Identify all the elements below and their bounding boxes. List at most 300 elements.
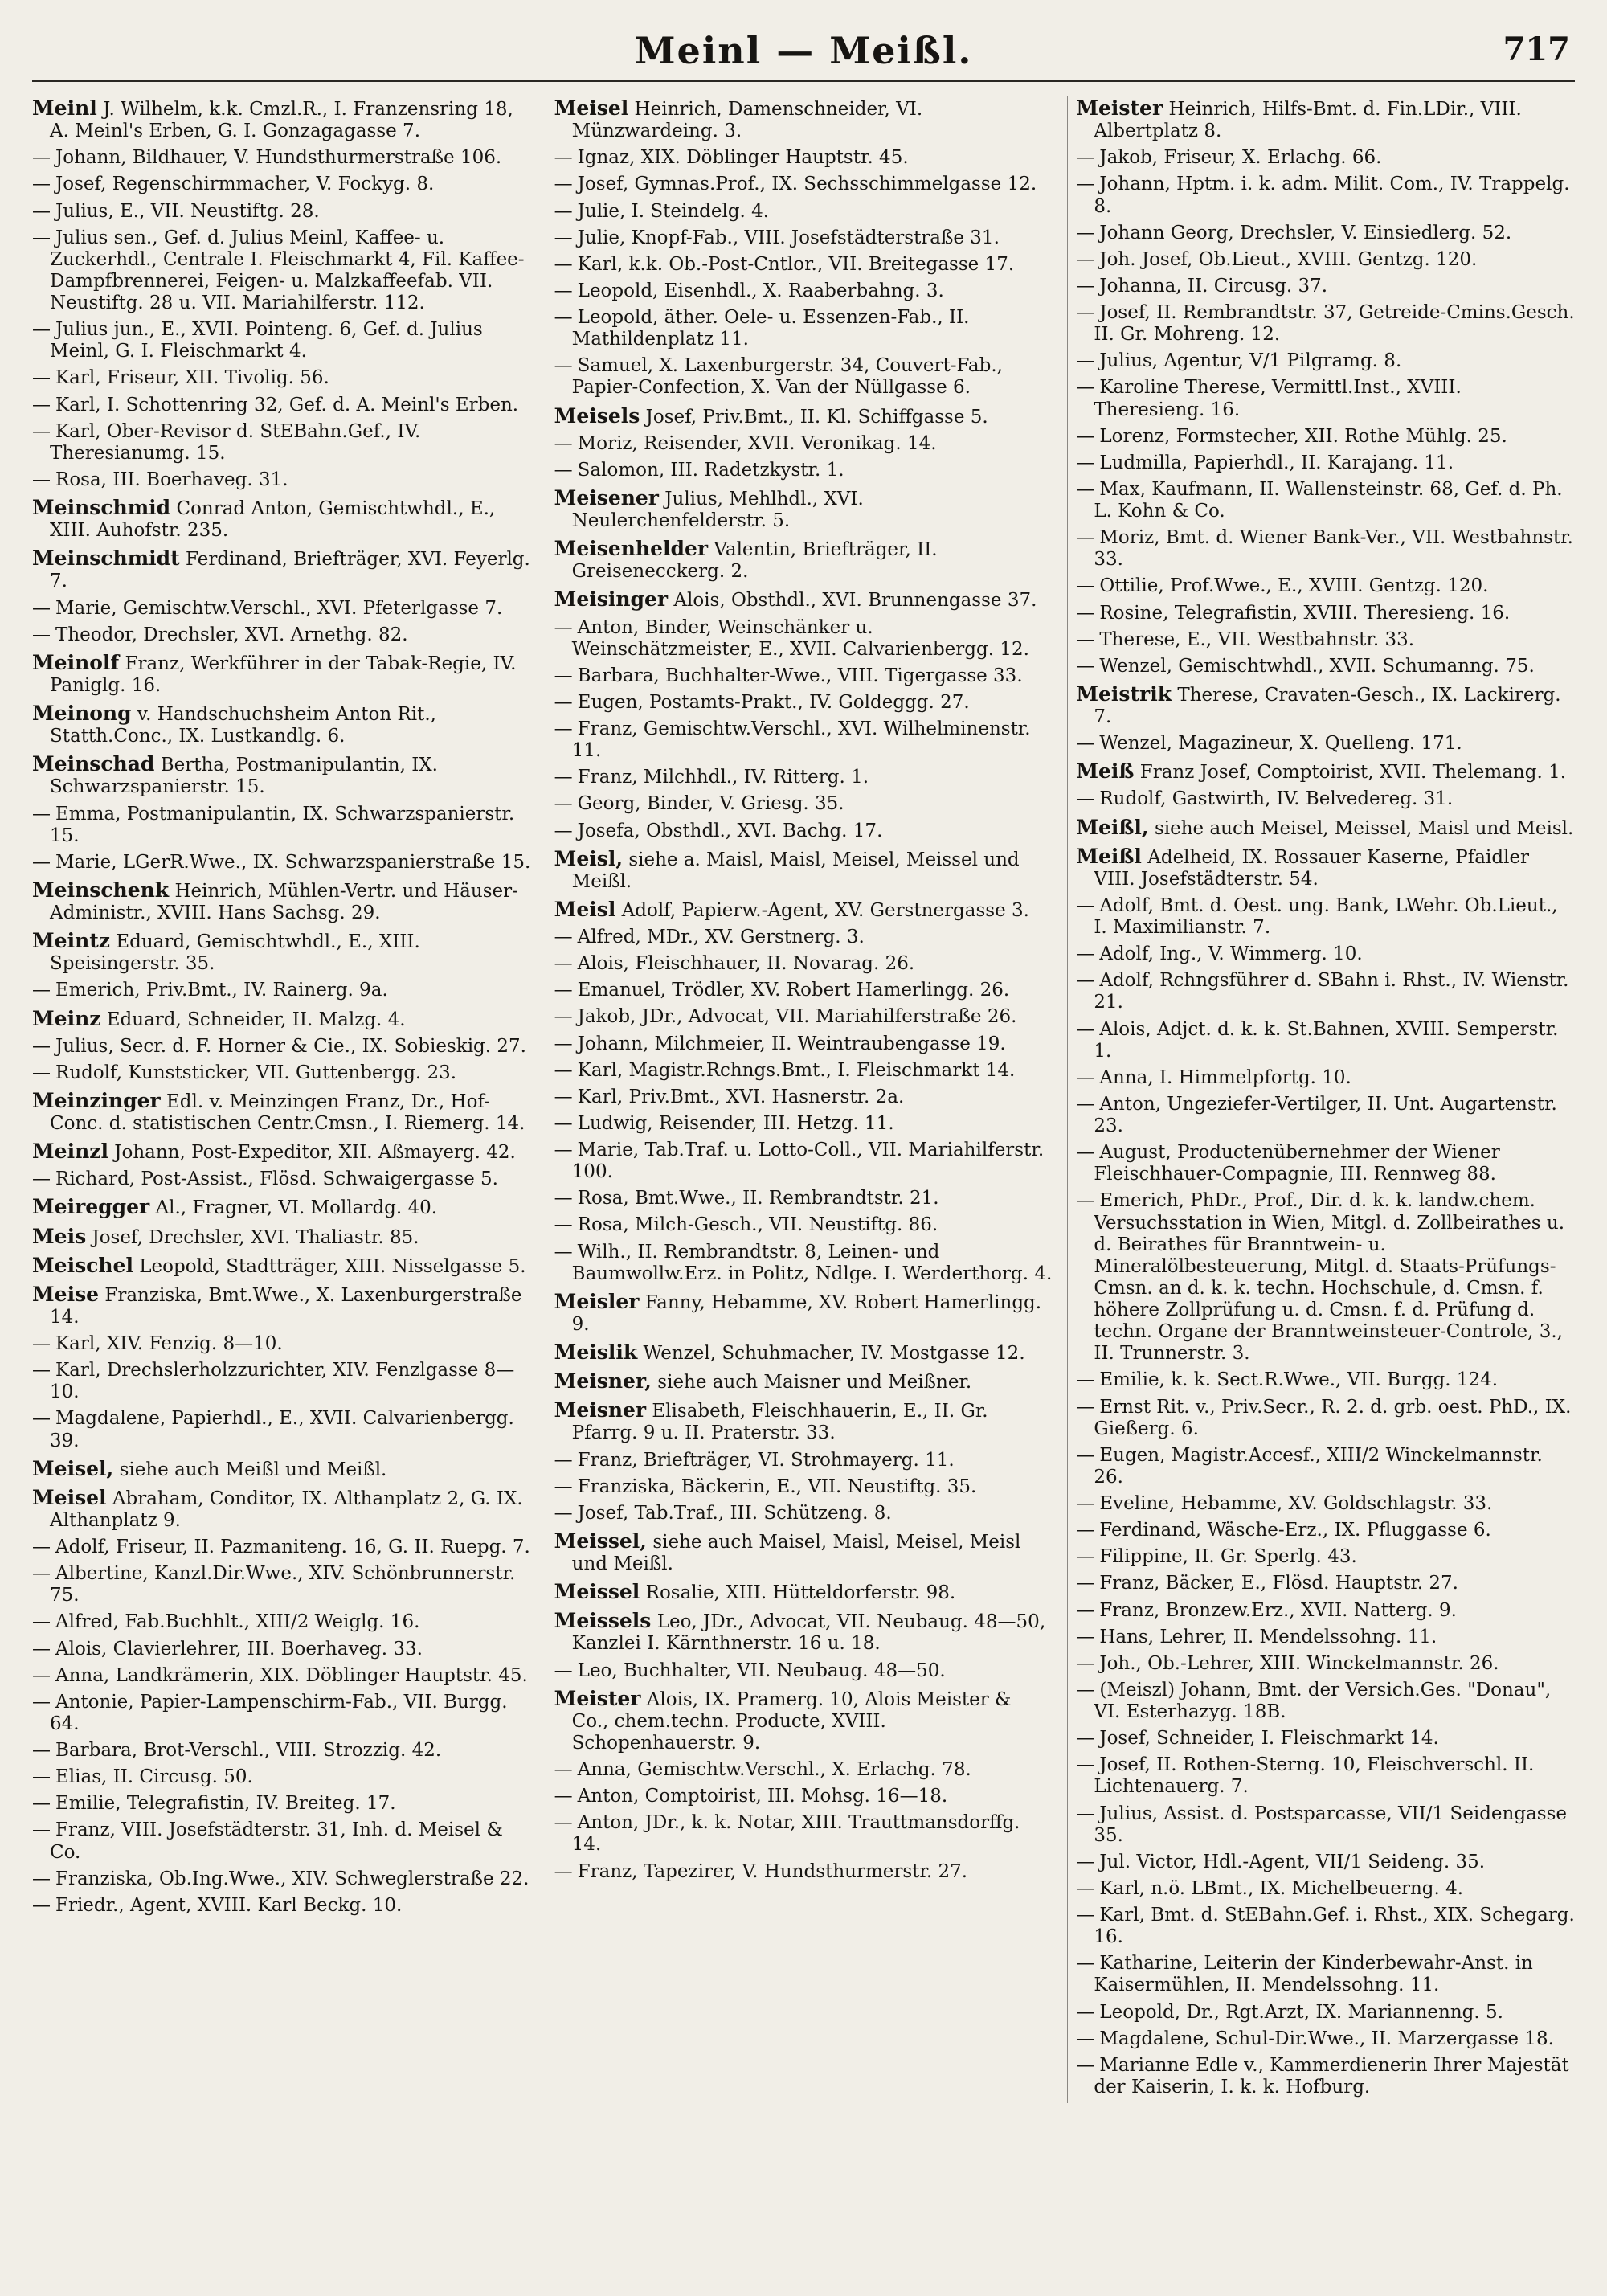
directory-entry (1076, 895, 1575, 939)
entry-text: Leopold, Stadtträger, XIII. Nisselgasse 5. (139, 1255, 526, 1277)
entry-text: Josef, Schneider, I. Fleischmarkt 14. (1099, 1728, 1439, 1750)
continuation-dash: — (1076, 894, 1095, 916)
directory-entry (554, 665, 1053, 687)
entry-text: Rudolf, Kunststicker, VII. Guttenbergg. 23. (55, 1062, 457, 1083)
directory-entry (32, 598, 531, 620)
entry-text: Josef, Tab.Traf., III. Schützeng. 8. (577, 1502, 892, 1524)
directory-entry (32, 1360, 531, 1403)
directory-entry (1076, 527, 1575, 571)
directory-entry (554, 1060, 1053, 1082)
directory-entry (32, 1254, 531, 1278)
continuation-dash: — (32, 1611, 51, 1633)
entry-text: Eveline, Hebamme, XV. Goldschlagstr. 33. (1099, 1493, 1493, 1514)
directory-entry (554, 1609, 1053, 1655)
directory-entry (32, 227, 531, 315)
directory-entry (554, 1140, 1053, 1183)
entry-text: Theodor, Drechsler, XVI. Arnethg. 82. (55, 624, 408, 645)
directory-entry (554, 433, 1053, 455)
entry-text: siehe auch Maisner und Meißner. (657, 1372, 972, 1394)
entry-text: Salomon, III. Radetzkystr. 1. (577, 459, 844, 481)
continuation-dash: — (1076, 1520, 1095, 1541)
continuation-dash: — (554, 1059, 573, 1081)
entry-text: Katharine, Leiterin der Kinderbewahr-Anst. in Kaisermühlen, II. Mendelssohng. 11. (1094, 1953, 1533, 1996)
continuation-dash: — (554, 927, 573, 947)
entry-text: Franz, Tapezirer, V. Hundsthurmerstr. 27. (577, 1860, 968, 1882)
directory-entry (554, 254, 1053, 276)
directory-entry (554, 1006, 1053, 1028)
entry-text: Emma, Postmanipulantin, IX. Schwarzspanierstr. 15. (50, 803, 515, 846)
entry-text: Alois, Adjct. d. k. k. St.Bahnen, XVIII. Semperstr. 1. (1094, 1018, 1559, 1062)
entry-text: Elias, II. Circusg. 50. (55, 1766, 253, 1788)
continuation-dash: — (1076, 2054, 1095, 2076)
column-2 (546, 96, 1053, 2103)
entry-text: Karl, Priv.Bmt., XVI. Hasnerstr. 2a. (577, 1086, 905, 1107)
continuation-dash: — (1076, 1599, 1095, 1621)
continuation-dash: — (1076, 1851, 1095, 1872)
continuation-dash: — (554, 1241, 573, 1263)
continuation-dash: — (32, 1537, 51, 1557)
continuation-dash: — (1076, 1018, 1095, 1040)
directory-entry (1076, 943, 1575, 965)
continuation-dash: — (1076, 452, 1095, 473)
continuation-dash: — (554, 174, 573, 195)
entry-text: Magdalene, Papierhdl., E., XVII. Calvarienbergg. 39. (50, 1408, 514, 1451)
continuation-dash: — (1076, 1652, 1095, 1674)
entry-text: Emanuel, Trödler, XV. Robert Hamerlingg. 26. (577, 980, 1010, 1001)
continuation-dash: — (554, 980, 573, 1001)
entry-text: Leopold, Dr., Rgt.Arzt, IX. Mariannenng. 5. (1099, 2001, 1503, 2023)
directory-entry (1076, 1369, 1575, 1391)
directory-entry (32, 878, 531, 924)
entry-text: Adelheid, IX. Rossauer Kaserne, Pfaidler VIII. Josefstädterstr. 54. (1094, 846, 1530, 890)
directory-entry (1076, 302, 1575, 346)
entry-text: Ludmilla, Papierhdl., II. Karajang. 11. (1099, 452, 1454, 473)
entry-text: Wenzel, Schuhmacher, IV. Mostgasse 12. (643, 1343, 1025, 1364)
entry-text: Magdalene, Schul-Dir.Wwe., II. Marzergasse 18. (1099, 2028, 1554, 2049)
directory-entry (32, 804, 531, 847)
entry-text: Adolf, Papierw.-Agent, XV. Gerstnergasse 3. (621, 899, 1029, 921)
directory-entry (32, 1036, 531, 1058)
continuation-dash: — (1076, 788, 1095, 810)
directory-entry (32, 1793, 531, 1815)
entry-text: Max, Kaufmann, II. Wallensteinstr. 68, Gef. d. Ph. L. Kohn & Co. (1094, 478, 1563, 522)
entry-text: Barbara, Buchhalter-Wwe., VIII. Tigergasse 33. (577, 665, 1023, 686)
directory-entry (554, 1687, 1053, 1754)
directory-entry (32, 1766, 531, 1788)
continuation-dash: — (1076, 1493, 1095, 1514)
continuation-dash: — (1076, 147, 1095, 169)
continuation-dash: — (554, 307, 573, 328)
entry-text: Moriz, Reisender, XVII. Veronikag. 14. (577, 432, 937, 454)
entry-text: Adolf, Ing., V. Wimmerg. 10. (1099, 943, 1363, 965)
entry-surname: Meisel (554, 96, 629, 120)
entry-text: Johann, Milchmeier, II. Weintraubengasse 19. (577, 1033, 1006, 1054)
entry-text: Fanny, Hebamme, XV. Robert Hamerlingg. 9. (571, 1291, 1042, 1335)
directory-entry (32, 1195, 531, 1219)
directory-entry (554, 953, 1053, 975)
continuation-dash: — (1076, 302, 1095, 323)
directory-entry (554, 404, 1053, 428)
entry-text: Karl, XIV. Fenzig. 8—10. (55, 1333, 283, 1354)
entry-text: Julius sen., Gef. d. Julius Meinl, Kaffee- u. Zuckerhdl., Centrale I. Fleischmarkt 4, Fil. Kaffee-Dampfbrennerei, Feigen- u. Malzkaffeefab. VII. Neustiftg. 28 u. VII. Mariahilferstr. 112. (50, 227, 525, 313)
entry-text: Alois, Obsthdl., XVI. Brunnengasse 37. (673, 590, 1037, 612)
continuation-dash: — (1076, 575, 1095, 597)
entry-text: Josef, II. Rembrandtstr. 37, Getreide-Cmins.Gesch. II. Gr. Mohreng. 12. (1094, 302, 1575, 346)
entry-text: Adolf, Friseur, II. Pazmaniteng. 16, G. II. Ruepg. 7. (55, 1537, 530, 1557)
directory-entry (1076, 1142, 1575, 1185)
continuation-dash: — (32, 1740, 51, 1761)
entry-surname: Meisl (554, 897, 616, 921)
continuation-dash: — (1076, 1953, 1095, 1975)
entry-text: Joh. Josef, Ob.Lieut., XVIII. Gentzg. 120. (1099, 248, 1478, 270)
directory-entry (554, 927, 1053, 948)
continuation-dash: — (554, 227, 573, 248)
column-1 (32, 96, 531, 2103)
directory-entry (554, 1861, 1053, 1883)
entry-text: Emerich, PhDr., Prof., Dir. d. k. k. landw.chem. Versuchsstation in Wien, Mitgl. d. Zollbeirathes u. d. Beirathes für Branntwein- u. Mineralölbesteuerung, Mitgl. d. Staats-Prüfungs-Cmsn. an d. k. k. techn. Hochschule, d. Cmsn. f. höhere Zollprüfung u. d. Cmsn. f. d. Prüfung d. techn. Organe der Branntweinsteuer-Controle, 3., II. Trunnerstr. 3. (1094, 1190, 1565, 1365)
continuation-dash: — (1076, 2028, 1095, 2049)
entry-text: Antonie, Papier-Lampenschirm-Fab., VII. Burgg. 64. (50, 1691, 508, 1734)
directory-entry (32, 1140, 531, 1164)
directory-entry (32, 1168, 531, 1190)
directory-entry (554, 767, 1053, 788)
entry-surname: Meisels (554, 403, 640, 428)
entry-text: Marie, LGerR.Wwe., IX. Schwarzspanierstraße 15. (55, 851, 531, 873)
entry-text: Karl, Bmt. d. StEBahn.Gef. i. Rhst., XIX. Schegarg. 16. (1094, 1905, 1575, 1948)
continuation-dash: — (1076, 1754, 1095, 1776)
entry-surname: Meis (32, 1224, 87, 1248)
directory-entry (32, 752, 531, 798)
entry-text: Eduard, Schneider, II. Malzg. 4. (106, 1009, 406, 1030)
directory-entry (554, 1529, 1053, 1575)
entry-text: Adolf, Bmt. d. Oest. ung. Bank, LWehr. Ob.Lieut., I. Maximilianstr. 7. (1094, 894, 1558, 938)
directory-entry (1076, 603, 1575, 624)
entry-text: Heinrich, Mühlen-Vertr. und Häuser-Administr., XVIII. Hans Sachsg. 29. (50, 880, 518, 923)
entry-surname: Meinz (32, 1006, 101, 1030)
directory-entry (32, 96, 531, 142)
continuation-dash: — (554, 718, 573, 739)
entry-text: Julius jun., E., XVII. Pointeng. 6, Gef. d. Julius Meinl, G. I. Fleischmarkt 4. (50, 319, 483, 362)
continuation-dash: — (1076, 1546, 1095, 1568)
continuation-dash: — (1076, 1803, 1095, 1824)
continuation-dash: — (32, 1664, 51, 1686)
directory-entry (554, 1188, 1053, 1209)
directory-entry (1076, 1397, 1575, 1440)
entry-text: Leo, Buchhalter, VII. Neubaug. 48—50. (577, 1660, 946, 1681)
directory-entry (554, 1113, 1053, 1135)
continuation-dash: — (554, 200, 573, 222)
entry-text: Karl, Magistr.Rchngs.Bmt., I. Fleischmarkt 14. (577, 1059, 1016, 1081)
directory-entry (1076, 733, 1575, 755)
directory-entry (554, 537, 1053, 583)
entry-surname: Meissels (554, 1609, 652, 1633)
continuation-dash: — (1076, 2001, 1095, 2023)
directory-entry (32, 1740, 531, 1762)
directory-entry (1076, 426, 1575, 448)
entry-text: Josef, II. Rothen-Sterng. 10, Fleischverschl. II. Lichtenauerg. 7. (1094, 1754, 1535, 1798)
directory-entry (32, 624, 531, 646)
directory-entry (1076, 682, 1575, 728)
continuation-dash: — (554, 1188, 573, 1209)
continuation-dash: — (1076, 1444, 1095, 1466)
continuation-dash: — (554, 793, 573, 815)
entry-text: siehe auch Meisel, Meissel, Maisl und Meisl. (1154, 817, 1574, 839)
continuation-dash: — (1076, 275, 1095, 297)
continuation-dash: — (32, 1638, 51, 1660)
directory-entry (1076, 452, 1575, 474)
entry-text: Johann, Post-Expeditor, XII. Aßmayerg. 42. (114, 1142, 516, 1164)
directory-entry (1076, 1878, 1575, 1900)
directory-entry (1076, 479, 1575, 522)
entry-text: siehe auch Meißl und Meißl. (119, 1459, 387, 1480)
entry-text: Jakob, Friseur, X. Erlachg. 66. (1099, 147, 1382, 169)
entry-text: Franz, Gemischtw.Verschl., XVI. Wilhelminenstr. 11. (571, 718, 1031, 762)
entry-text: Rosa, III. Boerhaveg. 31. (55, 469, 288, 490)
entry-text: Alois, Fleischhauer, II. Novarag. 26. (577, 953, 915, 975)
entry-text: Rosa, Milch-Gesch., VII. Neustiftg. 86. (577, 1214, 938, 1236)
continuation-dash: — (32, 367, 51, 389)
entry-text: Al., Fragner, VI. Mollardg. 40. (155, 1197, 438, 1219)
entry-text: Emilie, k. k. Sect.R.Wwe., VII. Burgg. 124. (1099, 1369, 1499, 1391)
entry-text: Johanna, II. Circusg. 37. (1099, 275, 1328, 297)
continuation-dash: — (1076, 1905, 1095, 1926)
directory-entry (32, 395, 531, 416)
directory-entry (32, 1486, 531, 1532)
directory-entry (1076, 575, 1575, 597)
directory-entry (1076, 1600, 1575, 1622)
entry-text: Franziska, Bmt.Wwe., X. Laxenburgerstraße 14. (50, 1284, 522, 1328)
directory-entry (32, 651, 531, 697)
continuation-dash: — (32, 394, 51, 415)
directory-entry (32, 496, 531, 542)
continuation-dash: — (1076, 377, 1095, 399)
continuation-dash: — (32, 980, 51, 1001)
entry-text: Conrad Anton, Gemischtwhdl., E., XIII. Auhofstr. 235. (50, 498, 496, 542)
continuation-dash: — (554, 1086, 573, 1107)
continuation-dash: — (554, 1812, 573, 1834)
continuation-dash: — (32, 1691, 51, 1713)
continuation-dash: — (32, 597, 51, 619)
entry-text: Marianne Edle v., Kammerdienerin Ihrer Majestät der Kaiserin, I. k. k. Hofburg. (1094, 2054, 1569, 2098)
entry-surname: Meisener (554, 485, 659, 510)
directory-entry (554, 1340, 1053, 1365)
entry-text: Moriz, Bmt. d. Wiener Bank-Ver., VII. Westbahnstr. 33. (1094, 527, 1573, 571)
entry-text: J. Wilhelm, k.k. Cmzl.R., I. Franzensring 18, A. Meinl's Erben, G. I. Gonzagagasse 7. (50, 99, 513, 142)
entry-text: Jakob, JDr., Advocat, VII. Mariahilferstraße 26. (577, 1006, 1017, 1028)
directory-entry (1076, 1546, 1575, 1568)
continuation-dash: — (32, 1333, 51, 1354)
continuation-dash: — (32, 1168, 51, 1190)
directory-entry (554, 1087, 1053, 1108)
directory-entry (554, 692, 1053, 714)
directory-entry (32, 1692, 531, 1735)
continuation-dash: — (1076, 174, 1095, 195)
directory-entry (1076, 1852, 1575, 1873)
directory-entry (32, 319, 531, 362)
entry-text: Julius, Mehlhdl., XVI. Neulerchenfelderstr. 5. (571, 488, 864, 531)
directory-entry (32, 1225, 531, 1249)
directory-entry (554, 617, 1053, 661)
entry-text: Ernst Rit. v., Priv.Secr., R. 2. d. grb. oest. PhD., IX. Gießerg. 6. (1094, 1396, 1572, 1439)
entry-text: Anton, Ungeziefer-Vertilger, II. Unt. Augartenstr. 23. (1094, 1093, 1557, 1136)
directory-entry (554, 460, 1053, 481)
entry-text: Eugen, Postamts-Prakt., IV. Goldeggg. 27. (577, 691, 970, 713)
entry-text: Alfred, Fab.Buchhlt., XIII/2 Weiglg. 16. (55, 1611, 420, 1633)
entry-text: siehe auch Maisel, Maisl, Meisel, Meisl und Meißl. (571, 1531, 1021, 1574)
continuation-dash: — (554, 432, 573, 454)
continuation-dash: — (554, 691, 573, 713)
entry-text: Ottilie, Prof.Wwe., E., XVIII. Gentzg. 120. (1099, 575, 1489, 597)
entry-text: Albertine, Kanzl.Dir.Wwe., XIV. Schönbrunnerstr. 75. (50, 1563, 516, 1606)
entry-text: v. Handschuchsheim Anton Rit., Statth.Conc., IX. Lustkandlg. 6. (50, 704, 436, 747)
directory-entry (1076, 223, 1575, 244)
continuation-dash: — (32, 851, 51, 873)
entry-text: Filippine, II. Gr. Sperlg. 43. (1099, 1546, 1357, 1568)
entry-text: Julius, Secr. d. F. Horner & Cie., IX. Sobieskig. 27. (55, 1035, 526, 1057)
continuation-dash: — (32, 200, 51, 222)
entry-text: Karl, Ober-Revisor d. StEBahn.Gef., IV. Theresianumg. 15. (50, 420, 421, 464)
directory-entry (554, 718, 1053, 762)
directory-entry (1076, 759, 1575, 784)
entry-text: Marie, Tab.Traf. u. Lotto-Coll., VII. Mariahilferstr. 100. (571, 1140, 1045, 1183)
running-head: Meinl — Meißl. (634, 29, 973, 72)
continuation-dash: — (554, 1502, 573, 1524)
directory-entry (554, 1660, 1053, 1682)
entry-surname: Meiß (1076, 759, 1135, 784)
directory-entry (32, 1283, 531, 1328)
directory-entry (1076, 1067, 1575, 1089)
entry-text: Anton, Binder, Weinschänker u. Weinschätzmeister, E., XVII. Calvarienbergg. 12. (571, 616, 1029, 660)
directory-entry (1076, 96, 1575, 142)
continuation-dash: — (32, 1868, 51, 1889)
entry-text: Karoline Therese, Vermittl.Inst., XVIII. Theresieng. 16. (1094, 377, 1462, 420)
continuation-dash: — (554, 1140, 573, 1160)
entry-text: Franz, Milchhdl., IV. Ritterg. 1. (577, 767, 869, 788)
entry-text: Leopold, Eisenhdl., X. Raaberbahng. 3. (577, 280, 944, 301)
directory-entry (554, 793, 1053, 815)
entry-text: Leopold, äther. Oele- u. Essenzen-Fab., II. Mathildenplatz 11. (571, 307, 970, 350)
directory-entry (1076, 350, 1575, 372)
directory-entry (32, 174, 531, 195)
entry-surname: Meisel (32, 1485, 107, 1509)
directory-entry (554, 821, 1053, 842)
entry-surname: Meistrik (1076, 681, 1172, 706)
continuation-dash: — (1076, 1573, 1095, 1594)
directory-entry (32, 1089, 531, 1135)
directory-entry (554, 587, 1053, 612)
directory-entry (554, 147, 1053, 169)
directory-entry (1076, 816, 1575, 840)
entry-text: Karl, I. Schottenring 32, Gef. d. A. Meinl's Erben. (55, 394, 519, 415)
continuation-dash: — (1076, 478, 1095, 500)
continuation-dash: — (554, 1112, 573, 1134)
continuation-dash: — (32, 1360, 51, 1381)
entry-text: Wenzel, Gemischtwhdl., XVII. Schumanng. 75. (1099, 655, 1535, 677)
entry-text: Karl, k.k. Ob.-Post-Cntlor., VII. Breitegasse 17. (577, 253, 1015, 275)
entry-text: Alois, Clavierlehrer, III. Boerhaveg. 33. (55, 1638, 423, 1660)
directory-entry (554, 174, 1053, 195)
continuation-dash: — (32, 227, 51, 248)
entry-text: siehe a. Maisl, Maisl, Meisel, Meissel und Meißl. (571, 849, 1020, 892)
directory-entry (1076, 1754, 1575, 1798)
entry-text: Karl, n.ö. LBmt., IX. Michelbeuerng. 4. (1099, 1877, 1464, 1899)
entry-text: Abraham, Conditor, IX. Althanplatz 2, G. IX. Althanplatz 9. (50, 1488, 523, 1531)
continuation-dash: — (1076, 970, 1095, 992)
entry-text: Franz, Werkführer in der Tabak-Regie, IV. Paniglg. 16. (50, 653, 517, 696)
entry-text: Jul. Victor, Hdl.-Agent, VII/1 Seideng. 35. (1099, 1851, 1486, 1872)
entry-text: Julius, Assist. d. Postsparcasse, VII/1 Seidengasse 35. (1094, 1803, 1568, 1846)
entry-surname: Meinl (32, 96, 97, 120)
entry-surname: Meinschad (32, 752, 155, 776)
directory-entry (1076, 1493, 1575, 1515)
directory-entry (554, 1398, 1053, 1444)
continuation-dash: — (32, 1793, 51, 1815)
continuation-dash: — (554, 1759, 573, 1780)
entry-text: Ferdinand, Wäsche-Erz., IX. Pfluggasse 6. (1099, 1520, 1491, 1541)
entry-text: Ludwig, Reisender, III. Hetzg. 11. (577, 1112, 894, 1134)
continuation-dash: — (32, 469, 51, 490)
entry-text: Franziska, Ob.Ing.Wwe., XIV. Schweglerstraße 22. (55, 1868, 530, 1889)
directory-entry (1076, 1019, 1575, 1062)
entry-text: Therese, E., VII. Westbahnstr. 33. (1099, 628, 1415, 650)
entry-text: Anna, Landkrämerin, XIX. Döblinger Hauptstr. 45. (55, 1664, 528, 1686)
page-number: 717 (1503, 31, 1570, 68)
continuation-dash: — (554, 459, 573, 481)
entry-text: Franz, Bronzew.Erz., XVII. Natterg. 9. (1099, 1599, 1457, 1621)
directory-entry (554, 1786, 1053, 1807)
page-header (32, 24, 1575, 82)
directory-entry (554, 1580, 1053, 1604)
entry-text: Julie, I. Steindelg. 4. (577, 200, 770, 222)
directory-entry (1076, 629, 1575, 651)
continuation-dash: — (1076, 425, 1095, 447)
entry-text: Adolf, Rchngsführer d. SBahn i. Rhst., IV. Wienstr. 21. (1094, 970, 1569, 1013)
directory-entry (1076, 1953, 1575, 1996)
directory-entry (1076, 1680, 1575, 1723)
continuation-dash: — (554, 1214, 573, 1236)
directory-entry (1076, 1803, 1575, 1847)
entry-text: Hans, Lehrer, II. Mendelssohng. 11. (1099, 1626, 1437, 1647)
directory-entry (32, 1819, 531, 1863)
entry-text: Wenzel, Magazineur, X. Quelleng. 171. (1099, 733, 1462, 755)
continuation-dash: — (554, 1475, 573, 1497)
entry-surname: Meisner (554, 1398, 647, 1422)
entry-surname: Meisinger (554, 587, 669, 612)
entry-text: Josef, Regenschirmmacher, V. Fockyg. 8. (55, 174, 435, 195)
entry-surname: Meisenhelder (554, 537, 709, 561)
continuation-dash: — (554, 147, 573, 169)
continuation-dash: — (1076, 1396, 1095, 1418)
continuation-dash: — (554, 1449, 573, 1471)
entry-text: Emilie, Telegrafistin, IV. Breiteg. 17. (55, 1793, 396, 1815)
directory-entry (554, 898, 1053, 922)
continuation-dash: — (32, 1766, 51, 1788)
continuation-dash: — (32, 1563, 51, 1585)
directory-entry (554, 1812, 1053, 1856)
entry-surname: Meißl, (1076, 815, 1149, 839)
continuation-dash: — (1076, 248, 1095, 270)
directory-entry (554, 280, 1053, 302)
entry-text: Anna, Gemischtw.Verschl., X. Erlachg. 78. (577, 1759, 971, 1780)
directory-entry (1076, 1728, 1575, 1750)
continuation-dash: — (32, 174, 51, 195)
directory-entry (32, 929, 531, 975)
continuation-dash: — (1076, 943, 1095, 965)
directory-entry (32, 421, 531, 465)
column-3 (1067, 96, 1575, 2103)
directory-entry (32, 546, 531, 592)
entry-text: Rosalie, XIII. Hütteldorferstr. 98. (645, 1582, 956, 1604)
